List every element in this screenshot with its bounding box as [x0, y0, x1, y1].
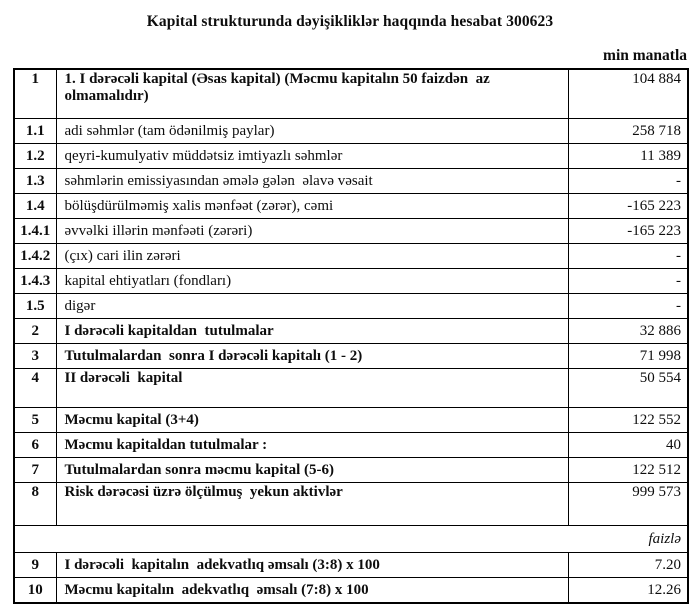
table-row: [14, 219, 688, 244]
row-value-cell: 50 554: [568, 369, 688, 408]
row-label-cell: Məcmu kapital (3+4): [56, 408, 568, 433]
row-number-cell: 1.2: [14, 144, 56, 169]
row-value-cell: 7.20: [568, 553, 688, 578]
row-value-cell: -: [568, 269, 688, 294]
row-label-cell: Tutulmalardan sonra məcmu kapital (5-6): [56, 458, 568, 483]
row-number-cell: 4: [14, 369, 56, 408]
row-label-cell: Məcmu kapitalın adekvatlıq əmsalı (7:8) x 100: [56, 578, 568, 604]
row-value-cell: 40: [568, 433, 688, 458]
row-label-cell: əvvəlki illərin mənfəəti (zərəri): [56, 219, 568, 244]
row-value-cell: 32 886: [568, 319, 688, 344]
row-number-cell: 1.4.3: [14, 269, 56, 294]
row-label-cell: II dərəcəli kapital: [56, 369, 568, 408]
row-label-cell: I dərəcəli kapitalın adekvatlıq əmsalı (3:8) x 100: [56, 553, 568, 578]
table-row: [14, 194, 688, 219]
row-number-cell: 7: [14, 458, 56, 483]
percent-label: faizlə: [14, 526, 688, 553]
row-value-cell: 122 552: [568, 408, 688, 433]
row-label-cell: digər: [56, 294, 568, 319]
table-row: [14, 144, 688, 169]
row-label-cell: I dərəcəli kapitaldan tutulmalar: [56, 319, 568, 344]
row-number-cell: 2: [14, 319, 56, 344]
row-number-cell: 1: [14, 69, 56, 119]
table-row-percent-note: [14, 526, 688, 553]
unit-label: min manatla: [603, 47, 687, 64]
row-value-cell: -: [568, 294, 688, 319]
table-row: [14, 344, 688, 369]
row-value-cell: 11 389: [568, 144, 688, 169]
row-number-cell: 1.4: [14, 194, 56, 219]
row-number-cell: 8: [14, 483, 56, 526]
table-row: [14, 553, 688, 578]
page-title: Kapital strukturunda dəyişikliklər haqqında hesabat 300623: [146, 13, 554, 30]
table-row: [14, 319, 688, 344]
table-row: [14, 433, 688, 458]
row-value-cell: -: [568, 169, 688, 194]
row-value-cell: 122 512: [568, 458, 688, 483]
table-row: [14, 369, 688, 408]
row-value-cell: -165 223: [568, 194, 688, 219]
row-number-cell: 1.4.2: [14, 244, 56, 269]
row-number-cell: 1.4.1: [14, 219, 56, 244]
capital-structure-table: [13, 68, 689, 604]
table-row: [14, 483, 688, 526]
table-row: [14, 408, 688, 433]
row-number-cell: 9: [14, 553, 56, 578]
row-number-cell: 1.1: [14, 119, 56, 144]
row-number-cell: 5: [14, 408, 56, 433]
row-value-cell: -: [568, 244, 688, 269]
table-row: [14, 244, 688, 269]
row-value-cell: 104 884: [568, 69, 688, 119]
row-number-cell: 1.5: [14, 294, 56, 319]
table-row: [14, 69, 688, 119]
table-row: [14, 269, 688, 294]
table-row: [14, 119, 688, 144]
row-label-cell: bölüşdürülməmiş xalis mənfəət (zərər), cəmi: [56, 194, 568, 219]
row-label-cell: (çıx) cari ilin zərəri: [56, 244, 568, 269]
row-number-cell: 3: [14, 344, 56, 369]
table-row: [14, 169, 688, 194]
row-label-cell: Risk dərəcəsi üzrə ölçülmuş yekun aktivlər: [56, 483, 568, 526]
row-value-cell: 12.26: [568, 578, 688, 604]
row-value-cell: -165 223: [568, 219, 688, 244]
table-row: [14, 294, 688, 319]
row-label-cell: adi səhmlər (tam ödənilmiş paylar): [56, 119, 568, 144]
row-label-cell: Məcmu kapitaldan tutulmalar :: [56, 433, 568, 458]
table-row: [14, 458, 688, 483]
row-value-cell: 71 998: [568, 344, 688, 369]
table-row: [14, 578, 688, 604]
row-number-cell: 10: [14, 578, 56, 604]
row-number-cell: 6: [14, 433, 56, 458]
row-value-cell: 258 718: [568, 119, 688, 144]
row-label-cell: kapital ehtiyatları (fondları): [56, 269, 568, 294]
row-label-cell: 1. I dərəcəli kapital (Əsas kapital) (Məcmu kapitalın 50 faizdən az olmamalıdır): [56, 69, 568, 119]
row-value-cell: 999 573: [568, 483, 688, 526]
row-label-cell: Tutulmalardan sonra I dərəcəli kapitalı (1 - 2): [56, 344, 568, 369]
row-number-cell: 1.3: [14, 169, 56, 194]
row-label-cell: səhmlərin emissiyasından əmələ gələn əlavə vəsait: [56, 169, 568, 194]
row-label-cell: qeyri-kumulyativ müddətsiz imtiyazlı səhmlər: [56, 144, 568, 169]
